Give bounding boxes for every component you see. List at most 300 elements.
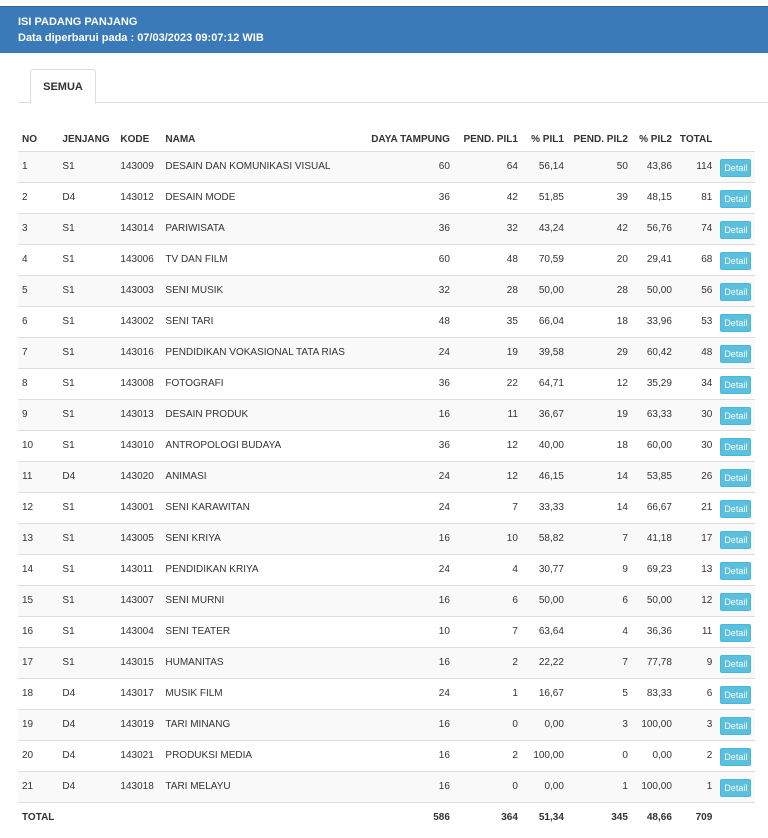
col-header-pct-pil2: % PIL2 bbox=[639, 134, 672, 146]
cell-nama: MUSIK FILM bbox=[161, 678, 349, 709]
cell-total: 12 bbox=[676, 585, 716, 616]
cell-pct-pil2: 63,33 bbox=[632, 399, 676, 430]
cell-no: 2 bbox=[18, 182, 58, 213]
cell-action bbox=[716, 368, 755, 399]
cell-pend-pil2: 4 bbox=[568, 616, 632, 647]
detail-button[interactable]: Detail bbox=[720, 283, 751, 301]
table-row bbox=[18, 771, 755, 802]
cell-pend-pil2: 42 bbox=[568, 213, 632, 244]
cell-total: 9 bbox=[676, 647, 716, 678]
table-row bbox=[18, 244, 755, 275]
detail-button[interactable]: Detail bbox=[720, 655, 751, 673]
cell-kode: 143011 bbox=[116, 554, 161, 585]
cell-pct-pil1: 0,00 bbox=[522, 709, 568, 740]
cell-no: 4 bbox=[18, 244, 58, 275]
detail-button[interactable]: Detail bbox=[720, 407, 751, 425]
cell-pct-pil1: 63,64 bbox=[522, 616, 568, 647]
cell-jenjang: S1 bbox=[58, 523, 116, 554]
cell-kode: 143014 bbox=[116, 213, 161, 244]
cell-daya-tampung: 16 bbox=[349, 585, 454, 616]
cell-nama: TARI MINANG bbox=[161, 709, 349, 740]
cell-pct-pil1: 56,14 bbox=[522, 151, 568, 182]
detail-button[interactable]: Detail bbox=[720, 314, 751, 332]
cell-pend-pil2: 14 bbox=[568, 461, 632, 492]
cell-nama: DESAIN PRODUK bbox=[161, 399, 349, 430]
detail-button[interactable]: Detail bbox=[720, 252, 751, 270]
detail-button[interactable]: Detail bbox=[720, 779, 751, 797]
cell-pend-pil1: 48 bbox=[454, 244, 522, 275]
cell-pend-pil2: 1 bbox=[568, 771, 632, 802]
cell-pend-pil1: 35 bbox=[454, 306, 522, 337]
table-row bbox=[18, 399, 755, 430]
col-header-total: TOTAL bbox=[679, 134, 713, 146]
cell-total: 48 bbox=[676, 337, 716, 368]
cell-no: 13 bbox=[18, 523, 58, 554]
cell-pend-pil2: 29 bbox=[568, 337, 632, 368]
detail-button[interactable]: Detail bbox=[720, 469, 751, 487]
cell-kode: 143020 bbox=[116, 461, 161, 492]
data-table bbox=[18, 129, 755, 832]
cell-kode: 143005 bbox=[116, 523, 161, 554]
cell-jenjang: S1 bbox=[58, 368, 116, 399]
cell-nama: SENI TARI bbox=[161, 306, 349, 337]
cell-jenjang: S1 bbox=[58, 585, 116, 616]
detail-button[interactable]: Detail bbox=[720, 345, 751, 363]
cell-nama: TV DAN FILM bbox=[161, 244, 349, 275]
tab-bar bbox=[18, 69, 768, 103]
cell-action bbox=[716, 275, 755, 306]
cell-action bbox=[716, 492, 755, 523]
cell-pend-pil2: 50 bbox=[568, 151, 632, 182]
cell-pend-pil1: 0 bbox=[454, 709, 522, 740]
cell-jenjang: S1 bbox=[58, 554, 116, 585]
cell-kode: 143007 bbox=[116, 585, 161, 616]
cell-pct-pil2: 53,85 bbox=[632, 461, 676, 492]
table-row bbox=[18, 306, 755, 337]
cell-daya-tampung: 36 bbox=[349, 213, 454, 244]
cell-no: 19 bbox=[18, 709, 58, 740]
cell-total: 74 bbox=[676, 213, 716, 244]
cell-pend-pil2: 3 bbox=[568, 709, 632, 740]
cell-pend-pil1: 2 bbox=[454, 740, 522, 771]
panel-header bbox=[0, 6, 768, 53]
cell-pct-pil2: 60,42 bbox=[632, 337, 676, 368]
cell-total: 1 bbox=[676, 771, 716, 802]
col-header-jenjang: JENJANG bbox=[62, 134, 110, 146]
cell-jenjang: S1 bbox=[58, 244, 116, 275]
cell-pend-pil2: 18 bbox=[568, 430, 632, 461]
cell-jenjang: S1 bbox=[58, 306, 116, 337]
cell-nama: SENI MUSIK bbox=[161, 275, 349, 306]
cell-no: 15 bbox=[18, 585, 58, 616]
cell-pend-pil1: 42 bbox=[454, 182, 522, 213]
detail-button[interactable]: Detail bbox=[720, 562, 751, 580]
cell-pend-pil1: 7 bbox=[454, 492, 522, 523]
cell-kode: 143004 bbox=[116, 616, 161, 647]
cell-pend-pil2: 12 bbox=[568, 368, 632, 399]
table-row bbox=[18, 585, 755, 616]
cell-no: 21 bbox=[18, 771, 58, 802]
cell-pct-pil2: 41,18 bbox=[632, 523, 676, 554]
cell-kode: 143002 bbox=[116, 306, 161, 337]
cell-daya-tampung: 60 bbox=[349, 151, 454, 182]
cell-pend-pil1: 19 bbox=[454, 337, 522, 368]
cell-pct-pil2: 100,00 bbox=[632, 771, 676, 802]
detail-button[interactable]: Detail bbox=[720, 500, 751, 518]
cell-action bbox=[716, 523, 755, 554]
cell-daya-tampung: 16 bbox=[349, 399, 454, 430]
cell-pend-pil2: 19 bbox=[568, 399, 632, 430]
cell-kode: 143006 bbox=[116, 244, 161, 275]
cell-jenjang: D4 bbox=[58, 461, 116, 492]
cell-pct-pil2: 60,00 bbox=[632, 430, 676, 461]
cell-pct-pil2: 100,00 bbox=[632, 709, 676, 740]
cell-pct-pil2: 77,78 bbox=[632, 647, 676, 678]
cell-jenjang: D4 bbox=[58, 709, 116, 740]
detail-button[interactable]: Detail bbox=[720, 748, 751, 766]
cell-kode: 143003 bbox=[116, 275, 161, 306]
total-pend-pil2: 345 bbox=[568, 802, 632, 832]
cell-pend-pil1: 2 bbox=[454, 647, 522, 678]
table-row bbox=[18, 461, 755, 492]
cell-no: 16 bbox=[18, 616, 58, 647]
cell-pct-pil2: 50,00 bbox=[632, 275, 676, 306]
col-header-nama: NAMA bbox=[165, 134, 196, 146]
cell-pct-pil2: 35,29 bbox=[632, 368, 676, 399]
cell-nama: FOTOGRAFI bbox=[161, 368, 349, 399]
cell-kode: 143009 bbox=[116, 151, 161, 182]
cell-pct-pil2: 33,96 bbox=[632, 306, 676, 337]
cell-jenjang: S1 bbox=[58, 151, 116, 182]
cell-action bbox=[716, 213, 755, 244]
cell-total: 3 bbox=[676, 709, 716, 740]
detail-button[interactable]: Detail bbox=[720, 593, 751, 611]
cell-daya-tampung: 16 bbox=[349, 709, 454, 740]
cell-no: 20 bbox=[18, 740, 58, 771]
cell-action bbox=[716, 678, 755, 709]
updated-timestamp: Data diperbarui pada : 07/03/2023 09:07:12 WIB bbox=[18, 32, 264, 44]
table-row bbox=[18, 430, 755, 461]
table-row bbox=[18, 213, 755, 244]
cell-kode: 143021 bbox=[116, 740, 161, 771]
cell-pend-pil1: 4 bbox=[454, 554, 522, 585]
cell-pend-pil2: 20 bbox=[568, 244, 632, 275]
cell-daya-tampung: 60 bbox=[349, 244, 454, 275]
detail-button[interactable]: Detail bbox=[720, 438, 751, 456]
cell-pct-pil1: 22,22 bbox=[522, 647, 568, 678]
cell-pct-pil2: 66,67 bbox=[632, 492, 676, 523]
table-row bbox=[18, 740, 755, 771]
cell-total: 21 bbox=[676, 492, 716, 523]
cell-action bbox=[716, 337, 755, 368]
cell-daya-tampung: 48 bbox=[349, 306, 454, 337]
cell-pct-pil1: 46,15 bbox=[522, 461, 568, 492]
cell-pend-pil2: 9 bbox=[568, 554, 632, 585]
table-row bbox=[18, 182, 755, 213]
cell-total: 81 bbox=[676, 182, 716, 213]
cell-nama: SENI MURNI bbox=[161, 585, 349, 616]
cell-pend-pil2: 5 bbox=[568, 678, 632, 709]
total-label: TOTAL bbox=[18, 802, 58, 832]
cell-daya-tampung: 16 bbox=[349, 523, 454, 554]
cell-jenjang: D4 bbox=[58, 182, 116, 213]
col-header-kode: KODE bbox=[120, 134, 150, 146]
cell-daya-tampung: 32 bbox=[349, 275, 454, 306]
cell-total: 26 bbox=[676, 461, 716, 492]
cell-pend-pil2: 39 bbox=[568, 182, 632, 213]
cell-no: 10 bbox=[18, 430, 58, 461]
cell-pend-pil1: 7 bbox=[454, 616, 522, 647]
cell-pct-pil1: 64,71 bbox=[522, 368, 568, 399]
cell-action bbox=[716, 461, 755, 492]
col-header-pct-pil1: % PIL1 bbox=[531, 134, 564, 146]
cell-action bbox=[716, 771, 755, 802]
cell-no: 5 bbox=[18, 275, 58, 306]
detail-button[interactable]: Detail bbox=[720, 190, 751, 208]
cell-action bbox=[716, 306, 755, 337]
table-body bbox=[18, 151, 755, 802]
cell-daya-tampung: 24 bbox=[349, 337, 454, 368]
cell-pct-pil2: 56,76 bbox=[632, 213, 676, 244]
cell-nama: HUMANITAS bbox=[161, 647, 349, 678]
cell-kode: 143019 bbox=[116, 709, 161, 740]
cell-kode: 143018 bbox=[116, 771, 161, 802]
cell-no: 11 bbox=[18, 461, 58, 492]
cell-pend-pil1: 12 bbox=[454, 430, 522, 461]
cell-jenjang: S1 bbox=[58, 647, 116, 678]
cell-nama: TARI MELAYU bbox=[161, 771, 349, 802]
cell-pend-pil1: 11 bbox=[454, 399, 522, 430]
cell-no: 7 bbox=[18, 337, 58, 368]
cell-pct-pil1: 70,59 bbox=[522, 244, 568, 275]
cell-jenjang: D4 bbox=[58, 771, 116, 802]
total-daya-tampung: 586 bbox=[349, 802, 454, 832]
total-pct-pil2: 48,66 bbox=[632, 802, 676, 832]
cell-action bbox=[716, 647, 755, 678]
cell-pct-pil1: 66,04 bbox=[522, 306, 568, 337]
cell-total: 2 bbox=[676, 740, 716, 771]
table-row bbox=[18, 616, 755, 647]
cell-pct-pil1: 36,67 bbox=[522, 399, 568, 430]
table-header-row bbox=[18, 129, 755, 151]
total-total: 709 bbox=[676, 802, 716, 832]
col-header-pend-pil2: PEND. PIL2 bbox=[573, 134, 628, 146]
cell-pct-pil2: 29,41 bbox=[632, 244, 676, 275]
cell-pend-pil2: 7 bbox=[568, 523, 632, 554]
cell-nama: PENDIDIKAN KRIYA bbox=[161, 554, 349, 585]
cell-action bbox=[716, 399, 755, 430]
cell-nama: DESAIN DAN KOMUNIKASI VISUAL bbox=[161, 151, 349, 182]
detail-button[interactable]: Detail bbox=[720, 717, 751, 735]
cell-daya-tampung: 16 bbox=[349, 647, 454, 678]
cell-total: 56 bbox=[676, 275, 716, 306]
cell-jenjang: S1 bbox=[58, 337, 116, 368]
cell-nama: SENI KRIYA bbox=[161, 523, 349, 554]
cell-action bbox=[716, 554, 755, 585]
cell-pct-pil1: 50,00 bbox=[522, 585, 568, 616]
cell-kode: 143001 bbox=[116, 492, 161, 523]
cell-pend-pil1: 1 bbox=[454, 678, 522, 709]
total-row bbox=[18, 802, 755, 832]
cell-kode: 143015 bbox=[116, 647, 161, 678]
cell-no: 3 bbox=[18, 213, 58, 244]
cell-action bbox=[716, 585, 755, 616]
cell-daya-tampung: 24 bbox=[349, 678, 454, 709]
table-row bbox=[18, 151, 755, 182]
cell-total: 13 bbox=[676, 554, 716, 585]
col-header-pend-pil1: PEND. PIL1 bbox=[463, 134, 518, 146]
cell-pct-pil1: 40,00 bbox=[522, 430, 568, 461]
cell-total: 53 bbox=[676, 306, 716, 337]
cell-total: 34 bbox=[676, 368, 716, 399]
cell-pend-pil1: 10 bbox=[454, 523, 522, 554]
cell-jenjang: S1 bbox=[58, 492, 116, 523]
cell-total: 6 bbox=[676, 678, 716, 709]
cell-pend-pil2: 0 bbox=[568, 740, 632, 771]
cell-jenjang: S1 bbox=[58, 399, 116, 430]
cell-pend-pil1: 32 bbox=[454, 213, 522, 244]
cell-nama: PRODUKSI MEDIA bbox=[161, 740, 349, 771]
detail-button[interactable]: Detail bbox=[720, 531, 751, 549]
cell-pct-pil1: 16,67 bbox=[522, 678, 568, 709]
cell-action bbox=[716, 151, 755, 182]
cell-no: 17 bbox=[18, 647, 58, 678]
cell-total: 11 bbox=[676, 616, 716, 647]
cell-daya-tampung: 36 bbox=[349, 368, 454, 399]
cell-kode: 143016 bbox=[116, 337, 161, 368]
cell-daya-tampung: 24 bbox=[349, 554, 454, 585]
cell-no: 12 bbox=[18, 492, 58, 523]
cell-jenjang: D4 bbox=[58, 740, 116, 771]
cell-nama: PARIWISATA bbox=[161, 213, 349, 244]
total-pct-pil1: 51,34 bbox=[522, 802, 568, 832]
table-row bbox=[18, 368, 755, 399]
cell-jenjang: S1 bbox=[58, 213, 116, 244]
cell-daya-tampung: 10 bbox=[349, 616, 454, 647]
cell-jenjang: S1 bbox=[58, 275, 116, 306]
cell-pct-pil2: 83,33 bbox=[632, 678, 676, 709]
cell-pend-pil2: 28 bbox=[568, 275, 632, 306]
col-header-no: NO bbox=[22, 134, 37, 146]
cell-pend-pil2: 6 bbox=[568, 585, 632, 616]
cell-total: 68 bbox=[676, 244, 716, 275]
table-row bbox=[18, 709, 755, 740]
cell-no: 9 bbox=[18, 399, 58, 430]
cell-kode: 143017 bbox=[116, 678, 161, 709]
cell-nama: ANTROPOLOGI BUDAYA bbox=[161, 430, 349, 461]
cell-kode: 143010 bbox=[116, 430, 161, 461]
cell-no: 1 bbox=[18, 151, 58, 182]
cell-pend-pil1: 6 bbox=[454, 585, 522, 616]
cell-nama: DESAIN MODE bbox=[161, 182, 349, 213]
cell-daya-tampung: 24 bbox=[349, 461, 454, 492]
cell-action bbox=[716, 182, 755, 213]
cell-daya-tampung: 36 bbox=[349, 430, 454, 461]
total-pend-pil1: 364 bbox=[454, 802, 522, 832]
col-header-daya-tampung: DAYA TAMPUNG bbox=[371, 134, 450, 146]
cell-pct-pil1: 50,00 bbox=[522, 275, 568, 306]
cell-nama: ANIMASI bbox=[161, 461, 349, 492]
cell-action bbox=[716, 709, 755, 740]
cell-pend-pil1: 12 bbox=[454, 461, 522, 492]
cell-pend-pil2: 14 bbox=[568, 492, 632, 523]
cell-pend-pil1: 0 bbox=[454, 771, 522, 802]
table-row bbox=[18, 275, 755, 306]
cell-jenjang: D4 bbox=[58, 678, 116, 709]
cell-daya-tampung: 16 bbox=[349, 740, 454, 771]
table-row bbox=[18, 492, 755, 523]
cell-pend-pil2: 7 bbox=[568, 647, 632, 678]
cell-pend-pil1: 64 bbox=[454, 151, 522, 182]
detail-button[interactable]: Detail bbox=[720, 221, 751, 239]
cell-pct-pil2: 36,36 bbox=[632, 616, 676, 647]
table-row bbox=[18, 337, 755, 368]
cell-nama: SENI KARAWITAN bbox=[161, 492, 349, 523]
cell-no: 8 bbox=[18, 368, 58, 399]
cell-no: 18 bbox=[18, 678, 58, 709]
cell-pend-pil2: 18 bbox=[568, 306, 632, 337]
table-row bbox=[18, 554, 755, 585]
cell-total: 17 bbox=[676, 523, 716, 554]
cell-pct-pil2: 0,00 bbox=[632, 740, 676, 771]
detail-button[interactable]: Detail bbox=[720, 376, 751, 394]
cell-pct-pil1: 39,58 bbox=[522, 337, 568, 368]
cell-pct-pil1: 0,00 bbox=[522, 771, 568, 802]
table-row bbox=[18, 523, 755, 554]
cell-pct-pil2: 69,23 bbox=[632, 554, 676, 585]
cell-pct-pil1: 51,85 bbox=[522, 182, 568, 213]
cell-nama: SENI TEATER bbox=[161, 616, 349, 647]
cell-action bbox=[716, 430, 755, 461]
tab-semua[interactable]: SEMUA bbox=[30, 69, 96, 104]
cell-pct-pil1: 30,77 bbox=[522, 554, 568, 585]
cell-no: 6 bbox=[18, 306, 58, 337]
cell-daya-tampung: 16 bbox=[349, 771, 454, 802]
cell-pct-pil2: 43,86 bbox=[632, 151, 676, 182]
cell-total: 30 bbox=[676, 430, 716, 461]
cell-daya-tampung: 24 bbox=[349, 492, 454, 523]
cell-action bbox=[716, 740, 755, 771]
cell-no: 14 bbox=[18, 554, 58, 585]
cell-pct-pil1: 100,00 bbox=[522, 740, 568, 771]
cell-nama: PENDIDIKAN VOKASIONAL TATA RIAS bbox=[161, 337, 349, 368]
cell-pend-pil1: 22 bbox=[454, 368, 522, 399]
cell-kode: 143013 bbox=[116, 399, 161, 430]
cell-action bbox=[716, 244, 755, 275]
col-header-action bbox=[716, 129, 755, 151]
cell-jenjang: S1 bbox=[58, 430, 116, 461]
detail-button[interactable]: Detail bbox=[720, 159, 751, 177]
cell-pct-pil2: 50,00 bbox=[632, 585, 676, 616]
detail-button[interactable]: Detail bbox=[720, 686, 751, 704]
table-row bbox=[18, 647, 755, 678]
cell-pend-pil1: 28 bbox=[454, 275, 522, 306]
cell-daya-tampung: 36 bbox=[349, 182, 454, 213]
cell-pct-pil1: 43,24 bbox=[522, 213, 568, 244]
cell-action bbox=[716, 616, 755, 647]
cell-total: 114 bbox=[676, 151, 716, 182]
cell-pct-pil2: 48,15 bbox=[632, 182, 676, 213]
cell-jenjang: S1 bbox=[58, 616, 116, 647]
detail-button[interactable]: Detail bbox=[720, 624, 751, 642]
cell-kode: 143012 bbox=[116, 182, 161, 213]
page-title: ISI PADANG PANJANG bbox=[18, 16, 138, 28]
cell-pct-pil1: 58,82 bbox=[522, 523, 568, 554]
table-row bbox=[18, 678, 755, 709]
cell-pct-pil1: 33,33 bbox=[522, 492, 568, 523]
cell-kode: 143008 bbox=[116, 368, 161, 399]
cell-total: 30 bbox=[676, 399, 716, 430]
